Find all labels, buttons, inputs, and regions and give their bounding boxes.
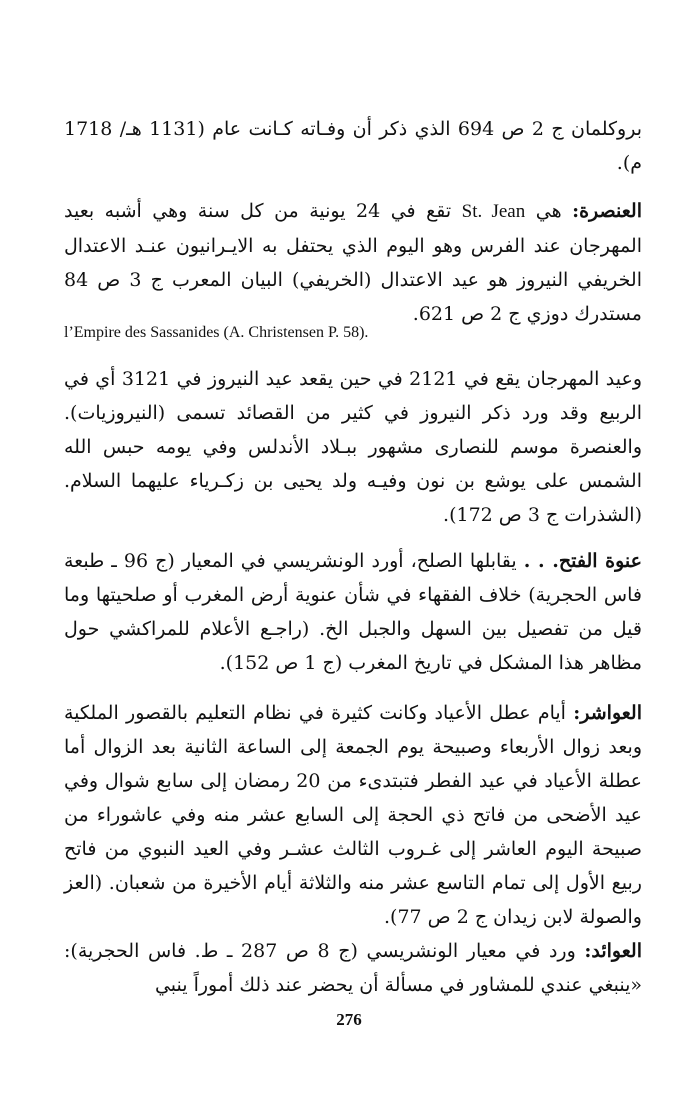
entry-ansara-body: تقع في 24 يونية من كل سنة وهي أشبه بعيد المهرجان عند الفرس وهو اليوم الذي يحتفل به الايـرانيون عنـد الاعتدال الخريفي النيروز هو عيد الاعتدال (الخريفي) البيان المعرب ج 3 ص 84 مستدرك دوزي ج 2 ص 621. (64, 200, 642, 325)
french-reference-text: l’Empire des Sassanides (A. Christensen P. 58). (64, 324, 369, 341)
entry-term-awaid: العوائد: (584, 940, 642, 962)
entry-ansara (64, 194, 642, 331)
entry-anwa-body: يقابلها الصلح، أورد الونشريسي في المعيار (ج 96 ـ طبعة فاس الحجرية) خلاف الفقهاء في شأن عنوية أرض المغرب أو صلحيتها وما قيل من تفصيل بين السهل والجبل الخ. (راجـع الأعلام للمراكشي حول مظاهر هذا المشكل في تاريخ المغرب (ج 1 ص 152). (64, 550, 642, 674)
entry-awaid-body: ورد في معيار الونشريسي (ج 8 ص 287 ـ ط. فاس الحجرية): «ينبغي عندي للمشاور في مسألة أن يحضر عند ذلك أموراً ينبي (64, 940, 642, 996)
mahrajan-text: وعيد المهرجان يقع في 2121 في حين يقعد عيد النيروز في 3121 أي في الربيع وقد ورد ذكر النيروز في كثير من القصائد تسمى (النيروزيات). والعنصرة موسم للنصارى مشهور ببـلاد الأندلس وفي يومه حبس الله الشمس على يوشع بن نون وفيـه ولد يحيى بن زكـرياء عليهما السلام. (الشذرات ج 3 ص 172). (64, 368, 642, 526)
entry-term-awashir: العواشر: (573, 702, 642, 724)
entry-awaid (64, 934, 642, 1002)
mahrajan-paragraph (64, 362, 642, 532)
intro-paragraph (64, 112, 642, 180)
intro-text: بروكلمان ج 2 ص 694 الذي ذكر أن وفـاته كـانت عام (1131 هـ/ 1718 م). (64, 118, 642, 174)
entry-awashir (64, 696, 642, 934)
page-number: 276 (336, 1010, 362, 1029)
entry-awashir-body: أيام عطل الأعياد وكانت كثيرة في نظام التعليم بالقصور الملكية وبعد زوال الأربعاء وصبيحة يوم الجمعة إلى الساعة الثانية بعد الزوال أما عطلة الأعياد في عيد الفطر فتبتدىء من 20 رمضان إلى سابع شوال وفي عيد الأضحى من فاتح ذي الحجة إلى السابع عشر منه وفي عاشوراء من صبيحة اليوم العاشر إلى غـروب الثالث عشـر وفي العيد النبوي من فاتح ربيع الأول إلى تمام التاسع عشر منه والثلاثة أيام الأخيرة من شعبان. (العز والصولة لابن زيدان ج 2 ص 77). (64, 702, 642, 928)
entry-ansara-pre: هي (535, 200, 562, 222)
entry-term-ansara: العنصرة: (572, 200, 642, 222)
french-reference (64, 322, 642, 344)
entry-ansara-latin: St. Jean (461, 201, 526, 222)
entry-anwa (64, 544, 642, 680)
entry-term-anwa: عنوة الفتح. . . (523, 550, 642, 572)
